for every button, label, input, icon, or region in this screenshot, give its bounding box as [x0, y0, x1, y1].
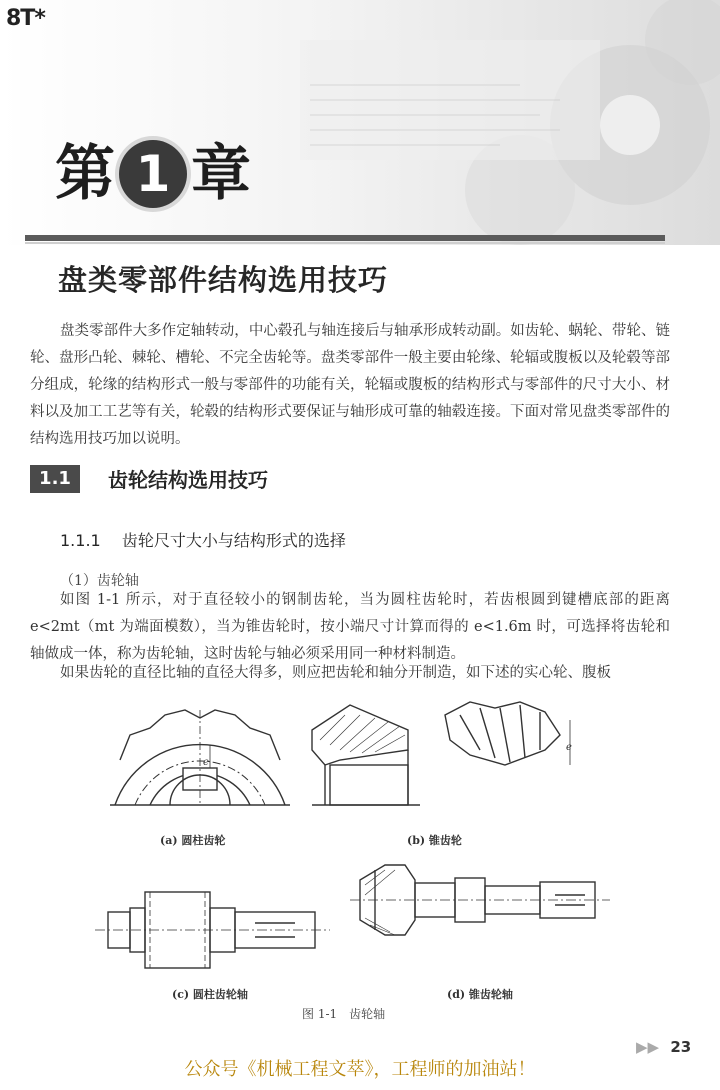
chapter-title: 盘类零部件结构选用技巧 [58, 263, 389, 297]
subsection-number: 1.1.1 [60, 531, 101, 550]
page-number-block [636, 1038, 691, 1056]
chapter-suffix: 章 [191, 139, 251, 209]
sub-caption-b: (b) 锥齿轮 [407, 834, 462, 847]
publisher-logo: 8T* [6, 6, 45, 31]
bevel-gear-drawing [312, 705, 420, 805]
intro-paragraph: 盘类零部件大多作定轴转动，中心毂孔与轴连接后与轴承形成转动副。如齿轮、蜗轮、带轮、链轮、盘形凸轮、棘轮、槽轮、不完全齿轮等。盘类零部件一般主要由轮缘、轮辐或腹板以及轮毂等部分组成，轮缘的结构形式一般与零部件的功能有关，轮辐或腹板的结构形式与零部件的尺寸大小、材料以及加工工艺等有关，轮毂的结构形式要保证与轴形成可靠的轴毂连接。下面对常见盘类零部件的结构选用技巧加以说明。 [30, 323, 670, 447]
sub-caption-d: (d) 锥齿轮轴 [447, 988, 513, 1001]
figure-caption: 图 1-1 齿轮轴 [302, 1007, 386, 1021]
body-paragraph-cont: 如果齿轮的直径比轴的直径大得多，则应把齿轮和轴分开制造，如下述的实心轮、腹板 [60, 665, 611, 681]
chapter-number-badge: 1 [119, 140, 187, 208]
header-divider [25, 235, 665, 241]
dim-label-e: e [203, 757, 209, 768]
sub-caption-c: (c) 圆柱齿轮轴 [172, 988, 248, 1001]
bevel-gear-3d-drawing [445, 702, 570, 765]
spur-gear-drawing [110, 710, 290, 805]
dim-label-e-bevel: e [566, 742, 572, 753]
chapter-heading [55, 140, 251, 208]
page-number: 23 [670, 1038, 692, 1056]
subsection-title: 齿轮尺寸大小与结构形式的选择 [121, 531, 346, 550]
body-paragraph: 如图 1-1 所示，对于直径较小的钢制齿轮，当为圆柱齿轮时，若齿根圆到键槽底部的距离 e<2mt（mt 为端面模数），当为锥齿轮时，按小端尺寸计算而得的 e<1.6m 时，可选择将齿轮和轴做成一体，称为齿轮轴，这时齿轮与轴必须采用同一种材料制造。 [30, 592, 670, 662]
item-label: （1）齿轮轴 [60, 573, 139, 589]
sub-caption-a: (a) 圆柱齿轮 [160, 834, 226, 847]
spur-gear-shaft-drawing [95, 892, 330, 968]
page-arrows-icon: ▶▶ [636, 1038, 660, 1056]
subsection-heading [60, 528, 346, 551]
bevel-gear-shaft-drawing [350, 865, 610, 935]
section-title: 齿轮结构选用技巧 [108, 468, 268, 492]
chapter-prefix: 第 [55, 139, 115, 209]
footer-banner: 公众号《机械工程文萃》，工程师的加油站！ [184, 1059, 536, 1080]
section-number-badge: 1.1 [30, 465, 80, 493]
header-divider-shadow [25, 242, 665, 244]
gear-shaft-figure [0, 690, 720, 1005]
